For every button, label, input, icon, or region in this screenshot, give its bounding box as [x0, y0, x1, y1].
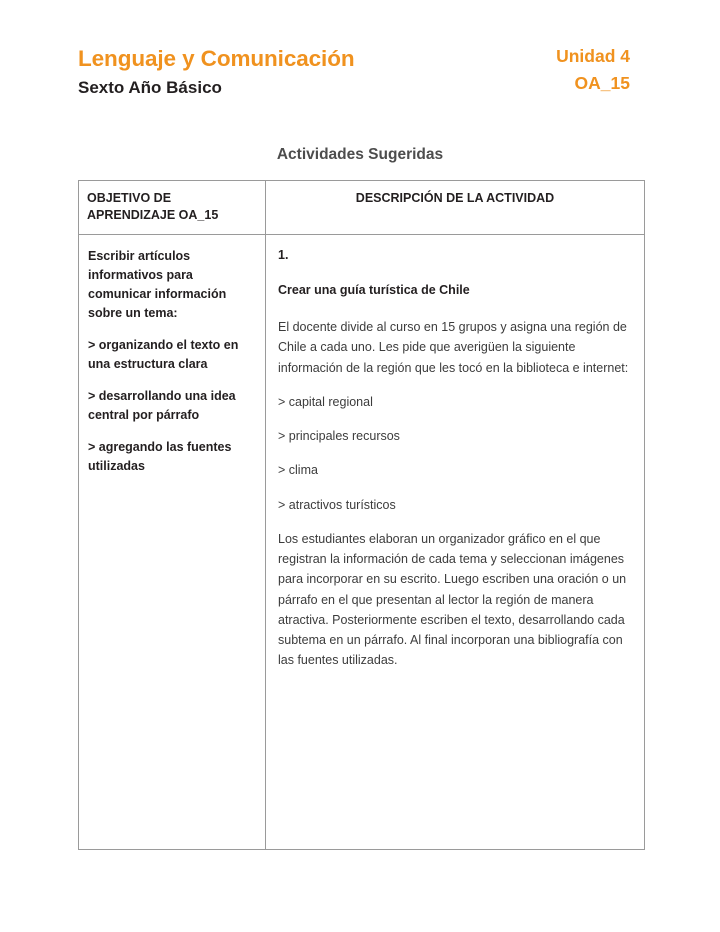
objective-paragraph: > agregando las fuentes utilizadas	[88, 440, 232, 474]
table-cell-description	[266, 235, 645, 850]
header-left-group	[78, 46, 355, 97]
activity-bullet: > capital regional	[278, 394, 373, 409]
activity-bullet: > principales recursos	[278, 429, 400, 444]
table-row	[79, 235, 645, 850]
activity-closing-paragraph: Los estudiantes elaboran un organizador gráfico en el que registran la información de cada tema y seleccionan imágenes para incorporar en su escrito. Luego escriben una oración o un párrafo en el que presentan al lector la región de manera atractiva. Posteriormente escriben el texto, desarrollando cada subtema en un párrafo. Al final incorporan una bibliografía con las fuentes utilizadas.	[278, 531, 627, 668]
activity-intro-paragraph: El docente divide al curso en 15 grupos y asigna una región de Chile a cada uno. Les pide que averigüen la siguiente información de la región que les tocó en la biblioteca e internet:	[278, 320, 629, 375]
table-header-row	[79, 181, 645, 235]
objective-content	[79, 235, 265, 849]
activity-number: 1.	[278, 248, 289, 263]
header-right-group	[556, 46, 642, 93]
description-content	[266, 235, 644, 681]
subject-title: Lenguaje y Comunicación	[78, 46, 355, 71]
section-heading: Actividades Sugeridas	[276, 146, 444, 164]
table-cell-objective	[79, 235, 266, 850]
activity-bullet: > atractivos turísticos	[278, 497, 396, 512]
activity-table	[78, 180, 645, 850]
oa-code-label: OA_15	[574, 73, 630, 94]
document-header	[78, 46, 642, 97]
unit-label: Unidad 4	[556, 46, 630, 66]
activity-bullet: > clima	[278, 463, 318, 478]
grade-title: Sexto Año Básico	[78, 77, 222, 97]
objective-column-header: OBJETIVO DE APRENDIZAJE OA_15	[87, 191, 219, 223]
table-header-cell-objective	[79, 181, 266, 235]
objective-paragraph: > desarrollando una idea central por párrafo	[88, 389, 236, 423]
objective-paragraph: > organizando el texto en una estructura clara	[88, 338, 239, 372]
description-column-header: DESCRIPCIÓN DE LA ACTIVIDAD	[355, 191, 555, 206]
table-header-cell-description	[266, 181, 645, 235]
objective-paragraph: Escribir artículos informativos para comunicar información sobre un tema:	[88, 249, 227, 321]
activity-subtitle: Crear una guía turística de Chile	[278, 282, 470, 297]
